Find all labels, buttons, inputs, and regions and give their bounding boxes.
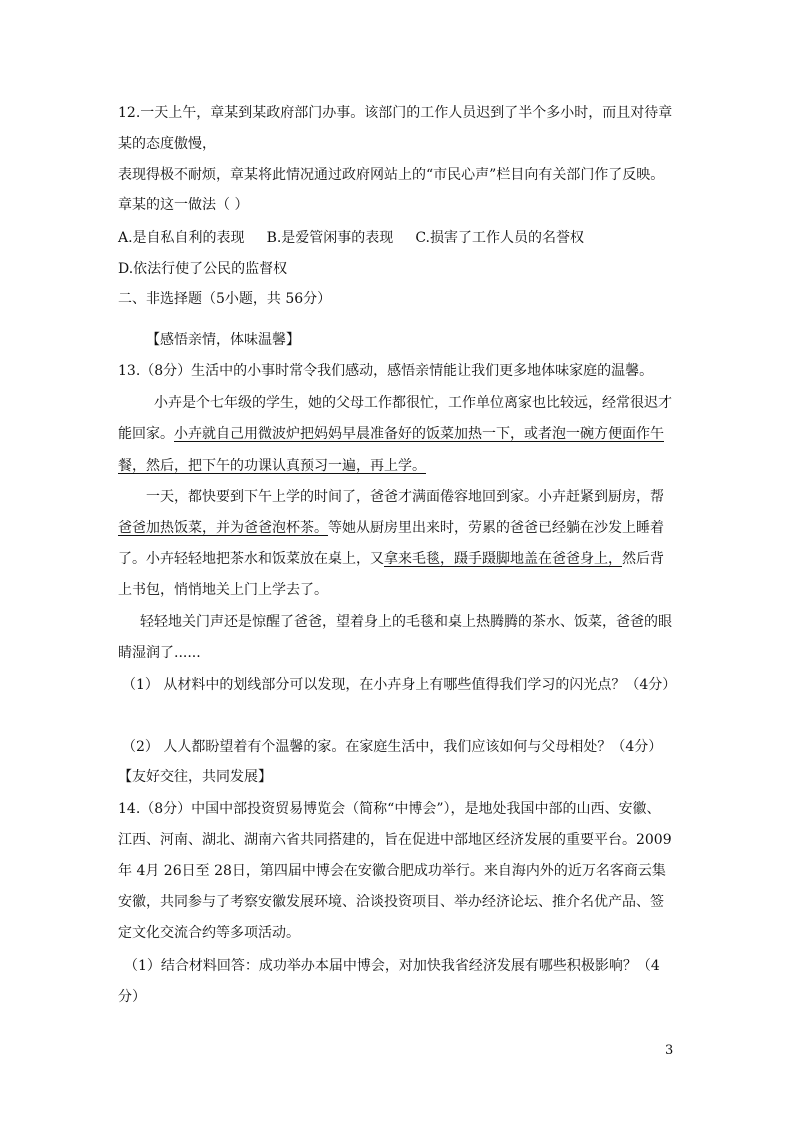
- q14-line-2: 江西、河南、湖北、湖南六省共同搭建的，旨在促进中部地区经济发展的重要平台。2009: [118, 832, 672, 848]
- q13-subquestion-1: （1） 从材料中的划线部分可以发现，在小卉身上有哪些值得我们学习的闪光点？（4分）: [122, 677, 677, 693]
- q13-para2-line4: 上书包，悄悄地关上门上学去了。: [118, 582, 328, 598]
- theme-heading-1: 【感悟亲情，体味温馨】: [146, 332, 300, 348]
- q13-para1-line3: [118, 456, 426, 476]
- q13-underlined-text-4: 拿来毛毯，蹑手蹑脚地盖在爸爸身上，: [384, 551, 622, 567]
- q13-underlined-text-1: 小卉就自己用微波炉把妈妈早晨准备好的饭菜加热一下，或者泡一碗方便面作午: [174, 426, 664, 442]
- q13-para2-line1: 一天，都快要到下午上学的时间了，爸爸才满面倦容地回到家。小卉赶紧到厨房，帮: [146, 489, 664, 505]
- q12-options-row: [118, 228, 584, 248]
- q14-subquestion-1: （1）结合材料回答：成功举办本届中博会，对加快我省经济发展有哪些积极影响？（4: [124, 958, 660, 974]
- q12-option-c: C.损害了工作人员的名誉权: [415, 230, 584, 246]
- q13-para3-line2: 睛湿润了......: [118, 645, 201, 661]
- q12-option-a: A.是自私自利的表现: [118, 230, 245, 246]
- q12-line-1: 12.一天上午，章某到某政府部门办事。该部门的工作人员迟到了半个多小时，而且对待章: [118, 105, 673, 121]
- q13-para1-plain: 能回家。: [118, 426, 174, 442]
- q13-para1-line2: [118, 424, 664, 444]
- q13-para2-plain: 等她从厨房里出来时，劳累的爸爸已经躺在沙发上睡着: [328, 520, 664, 536]
- q12-line-4: 章某的这一做法（ ）: [118, 197, 249, 213]
- page-number: 3: [665, 1043, 674, 1058]
- q14-line-4: 安徽，共同参与了考察安徽发展环境、洽谈投资项目、举办经济论坛、推介名优产品、签: [118, 894, 664, 910]
- q12-line-3: 表现得极不耐烦，章某将此情况通过政府网站上的“市民心声”栏目向有关部门作了反映。: [118, 167, 665, 183]
- q14-line-1: 14.（8分）中国中部投资贸易博览会（简称“中博会”），是地处我国中部的山西、安徽、: [118, 801, 661, 817]
- q13-underlined-text-3: 爸爸加热饭菜，并为爸爸泡杯茶。: [118, 520, 328, 536]
- q13-subquestion-2: （2） 人人都盼望着有个温馨的家。在家庭生活中，我们应该如何与父母相处？（4分）: [122, 739, 663, 755]
- section-2-heading: 二、非选择题（5小题，共 56分）: [118, 291, 332, 307]
- q13-para1-line1: 小卉是个七年级的学生，她的父母工作都很忙，工作单位离家也比较远，经常很迟才: [154, 395, 672, 411]
- q13-para2-plain-a: 了。小卉轻轻地把茶水和饭菜放在桌上，又: [118, 551, 384, 567]
- q13-para2-line2: [118, 518, 664, 538]
- q14-line-3: 年 4月 26日至 28日，第四届中博会在安徽合肥成功举行。来自海内外的近万名客商云集: [118, 863, 666, 879]
- theme-heading-2: 【友好交往，共同发展】: [118, 769, 272, 785]
- q13-para2-line3: [118, 549, 664, 569]
- q13-intro: 13.（8分）生活中的小事时常令我们感动，感悟亲情能让我们更多地体味家庭的温馨。: [118, 363, 654, 379]
- q13-para3-line1: 轻轻地关门声还是惊醒了爸爸，望着身上的毛毯和桌上热腾腾的茶水、饭菜，爸爸的眼: [140, 614, 672, 630]
- q13-para2-plain-b: 然后背: [622, 551, 664, 567]
- q14-subquestion-1-cont: 分）: [118, 989, 146, 1005]
- q12-option-b: B.是爱管闲事的表现: [266, 230, 394, 246]
- q13-underlined-text-2: 餐，然后，把下午的功课认真预习一遍，再上学。: [118, 458, 426, 474]
- q12-line-2: 某的态度傲慢，: [118, 136, 216, 152]
- q14-line-5: 定文化交流合约等多项活动。: [118, 925, 300, 941]
- q12-option-d: D.依法行使了公民的监督权: [118, 261, 288, 277]
